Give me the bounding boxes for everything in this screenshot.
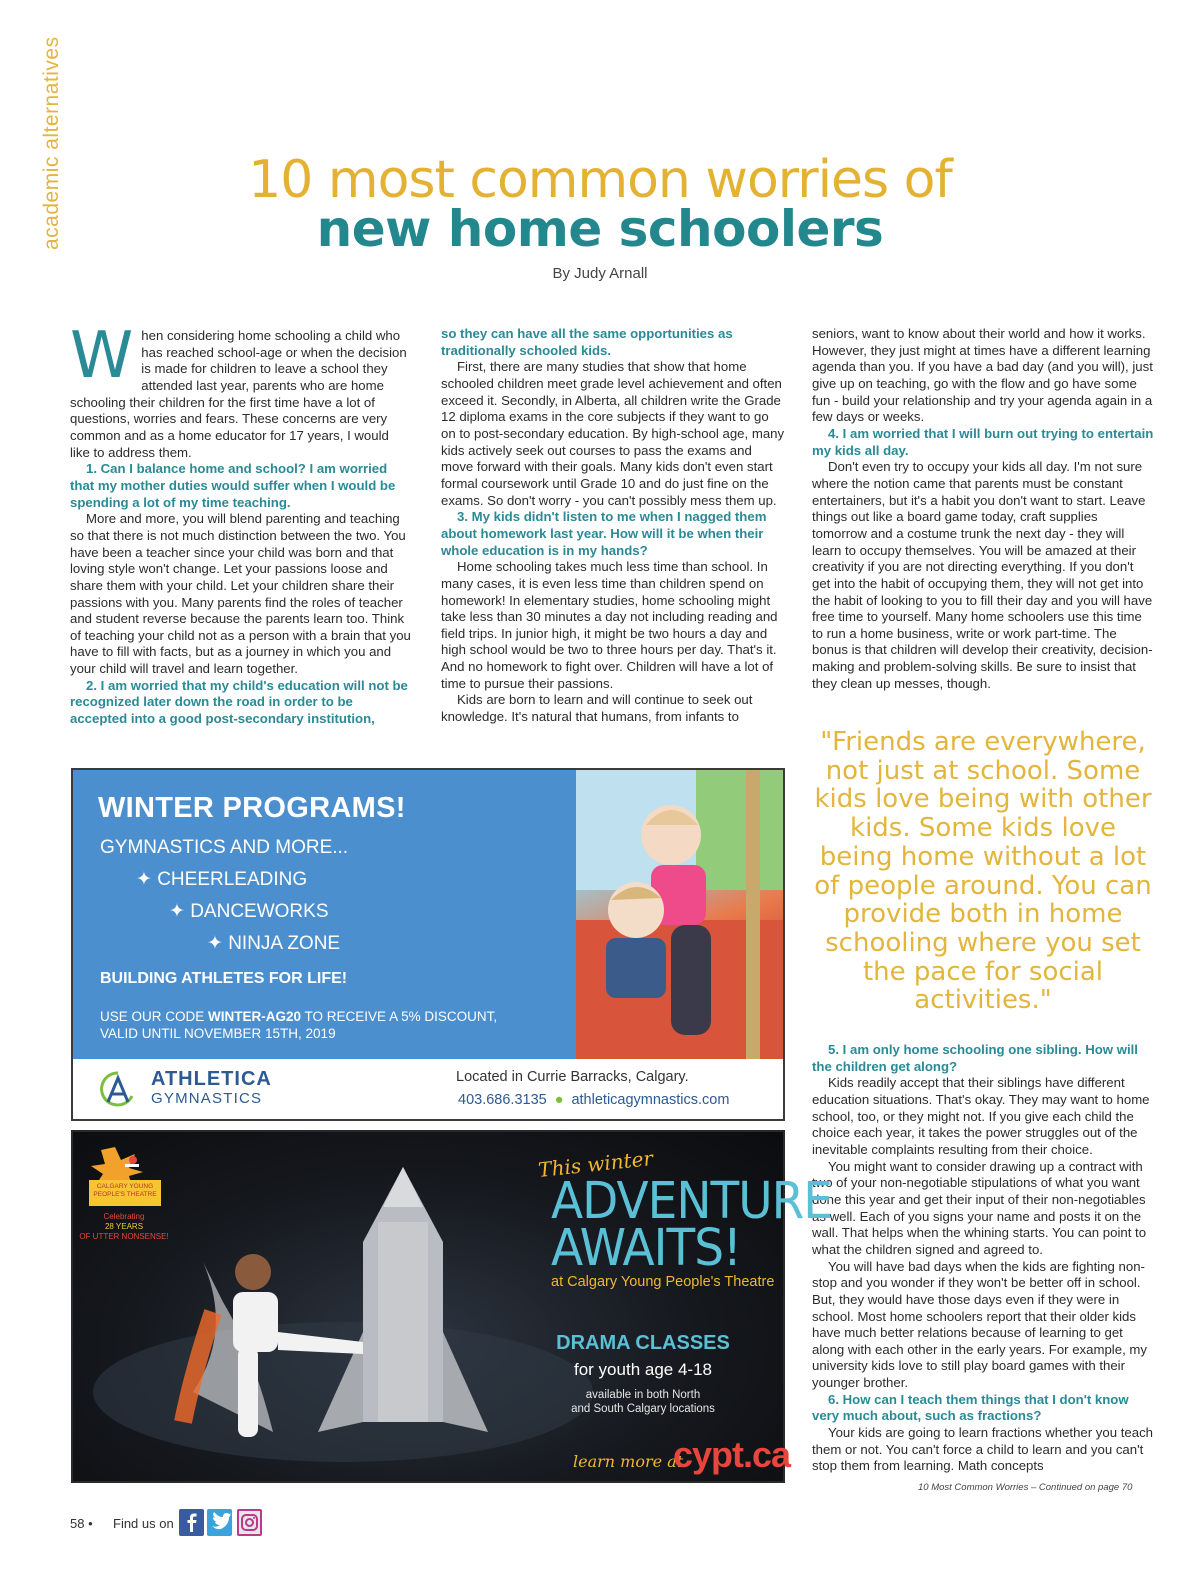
separator-dot: ●: [554, 1092, 564, 1108]
ad-tagline: BUILDING ATHLETES FOR LIFE!: [100, 970, 348, 987]
ad-blue-panel: [73, 770, 576, 1059]
section-tag: academic alternatives: [40, 36, 63, 250]
program-item-danceworks: ✦ DANCEWORKS: [169, 901, 329, 922]
drama-age-range: for youth age 4-18: [574, 1360, 712, 1379]
photo-illustration: [576, 770, 783, 1059]
answer-6: Your kids are going to learn fractions whether you teach them or not. You can't force a child to learn and you can't stop them from learning. Math concepts: [812, 1425, 1153, 1474]
twitter-icon[interactable]: [207, 1509, 232, 1536]
answer-3-continued: seniors, want to know about their world and how it works. However, they just might at times have a different learning agenda than you. If you have a bad day (and you will), just give up on teaching, go with the flow and go have some fun - build your relationship and try your agenda again in a few days or weeks.: [812, 326, 1153, 425]
ad-location: Located in Currie Barracks, Calgary.: [456, 1069, 689, 1085]
ad-phone[interactable]: 403.686.3135: [458, 1092, 547, 1108]
program-item-cheerleading: ✦ CHEERLEADING: [136, 869, 308, 890]
question-1: 1. Can I balance home and school? I am worried that my mother duties would suffer when I would be spending a lot of my time teaching.: [70, 461, 396, 510]
learn-more-text: learn more at: [573, 1452, 684, 1471]
cypt-ad[interactable]: [71, 1130, 832, 1483]
facebook-icon[interactable]: [179, 1509, 204, 1536]
find-us-label: Find us on: [113, 1516, 174, 1531]
question-6: 6. How can I teach them things that I don't know very much about, such as fractions?: [812, 1391, 1129, 1424]
question-3: 3. My kids didn't listen to me when I nagged them about homework last year. How will it be when their whole education is in my hands?: [441, 509, 767, 558]
answer-5b: You might want to consider drawing up a contract with two of your non-negotiable stipulations of what you want done this year and get their input of their non-negotiables as well. Each of you signs your name and posts it on the wall. That helps when the whining starts. You can point to what the children signed and agreed to.: [812, 1158, 1147, 1257]
promo-validity: VALID UNTIL NOVEMBER 15TH, 2019: [100, 1026, 336, 1041]
celebrating-text: Celebrating: [103, 1212, 145, 1221]
answer-5a: Kids readily accept that their siblings have different education situations. That's okay. They may want to home school, too, or they might not. If you give each child the choice each year, it takes the power struggles out of the inevitable complaints resulting from their choice.: [812, 1075, 1150, 1157]
question-4: 4. I am worried that I will burn out trying to entertain my kids all day.: [812, 425, 1154, 458]
answer-3: Home schooling takes much less time than school. In many cases, it is even less time than children spend on homework! In elementary studies, home schooling might take less than 30 minutes a day not including reading and field trips. In junior high, it might be two hours a day and high school would be two to three hours per day. That's it. And no homework to fight over. Children will have a lot of time to pursue their passions.: [441, 559, 778, 691]
brand-sub: GYMNASTICS: [151, 1090, 263, 1107]
athletica-logo-icon: [98, 1070, 138, 1106]
question-5: 5. I am only home schooling one sibling. How will the children get along?: [812, 1042, 1138, 1074]
question-2: 2. I am worried that my child's education will not be recognized later down the road in order to be accepted into a good post-secondary institution,: [70, 677, 408, 727]
article-column-2: [441, 326, 785, 726]
answer-2: First, there are many studies that show that home schooled children meet grade level achievement and often exceed it. Secondly, in Alberta, all children write the Grade 12 diploma exams in the core subjects if they want to go on to post-secondary education. By high-school age, many kids actively seek out courses to pass the exams and move forward with their goals. Many kids don't even start formal coursework until Grade 10 and do just fine on the exams. So don't worry - you can't possibly mess them up.: [441, 359, 785, 508]
locations-line-2: and South Calgary locations: [571, 1403, 715, 1415]
program-item-ninja-zone: ✦ NINJA ZONE: [207, 933, 341, 954]
intro-text: hen considering home schooling a child who has reached school-age or when the decision is made for children to leave a school they attended last year, parents who are home schooling their children for the first time have a lot of questions, worries and fears. These concerns are very common and as a home educator for 17 years, I would like to address them.: [70, 328, 407, 460]
article-column-3-lower: [812, 1042, 1154, 1475]
drama-classes-heading: DRAMA CLASSES: [556, 1332, 730, 1354]
ad-footer: [73, 1059, 783, 1119]
awaits-headline: AWAITS!: [551, 1218, 741, 1279]
question-2-continued: so they can have all the same opportunities as traditionally schooled kids.: [441, 326, 733, 358]
athletica-ad[interactable]: [71, 768, 785, 1121]
intro-paragraph: [70, 319, 412, 461]
ad-contact: [458, 1092, 729, 1108]
years-text: 28 YEARS: [104, 1222, 144, 1231]
drop-cap: W: [70, 319, 134, 393]
ad-website-link[interactable]: athleticagymnastics.com: [571, 1092, 730, 1108]
cypt-logo-text: CALGARY YOUNG PEOPLE'S THEATRE: [89, 1180, 161, 1206]
promo-text: USE OUR CODE: [100, 1009, 209, 1024]
promo-code: WINTER-AG20: [208, 1009, 302, 1024]
instagram-icon[interactable]: [237, 1509, 262, 1536]
headline-line1: 10 most common worries of: [248, 150, 952, 210]
answer-1: More and more, you will blend parenting and teaching so that there is not much distinction between the two. You have been a teacher since your child was born and that loving style won't change. Let your passions loose and share them with your child. Let your children share their passions with you. Many parents find the roles of teacher and student reverse because the parents learn too. Think of teaching your child not as a person with a brain that you have to fill with facts, but as a journey in which you and your child will travel and learn together.: [70, 511, 411, 677]
this-winter-text: This winter: [537, 1146, 655, 1182]
promo-text-post: TO RECEIVE A 5% DISCOUNT,: [301, 1009, 498, 1024]
brand-name: ATHLETICA: [151, 1068, 272, 1090]
ad-promo: [100, 1008, 497, 1042]
ad-subtitle: GYMNASTICS AND MORE...: [100, 837, 349, 858]
article-column-3: [812, 326, 1154, 692]
headline-line2: new home schoolers: [316, 200, 884, 258]
page-number: 58 •: [70, 1516, 93, 1531]
ad-title: WINTER PROGRAMS!: [98, 792, 406, 824]
adventure-headline: ADVENTURE: [551, 1171, 832, 1232]
byline: By Judy Arnall: [552, 265, 648, 282]
nonsense-text: OF UTTER NONSENSE!: [79, 1232, 169, 1241]
pull-quote: "Friends are everywhere, not just at school. Some kids love being with other kids. Some kids love being home without a lot of people around. You can provide both in home schooling where you set the pace for social activities.": [814, 727, 1152, 1016]
drama-locations: [513, 1388, 773, 1416]
cypt-website-link[interactable]: cypt.ca: [673, 1434, 791, 1475]
answer-5c: You will have bad days when the kids are fighting non-stop and you wonder if they won't be better off in school. But, they would have those days even if they were in school. Most home schoolers report that their older kids have much better relations because of learning to get along with each other in the early years. For example, my university kids love to still play board games with their younger brother.: [812, 1258, 1147, 1391]
locations-line-1: available in both North: [585, 1389, 701, 1401]
continued-note: 10 Most Common Worries – Continued on page 70: [918, 1482, 1133, 1493]
theatre-subline: at Calgary Young People's Theatre: [551, 1274, 775, 1290]
answer-3b: Kids are born to learn and will continue to seek out knowledge. It's natural that humans, from infants to: [441, 692, 753, 725]
article-column-1: [70, 319, 412, 728]
answer-4: Don't even try to occupy your kids all day. I'm not sure where the notion came that parents must be constant entertainers, but it's a habit you don't want to start. Leave things out like a board game today, craft supplies tomorrow and a costume trunk the next day - they will learn to occupy themselves. You will be amazed at their creativity if you are not directing everything. If you don't get into the habit of occupying them, they will not get into the habit of looking to you to fill their day and you will have free time to yourself. Many home schoolers use this time to run a home business, write or work part-time. The bonus is that children will develop their creativity, decision-making and problem-solving skills. Be sure to insist that they clean up messes, though.: [812, 459, 1153, 691]
kids-gymnastics-photo: [576, 770, 783, 1059]
